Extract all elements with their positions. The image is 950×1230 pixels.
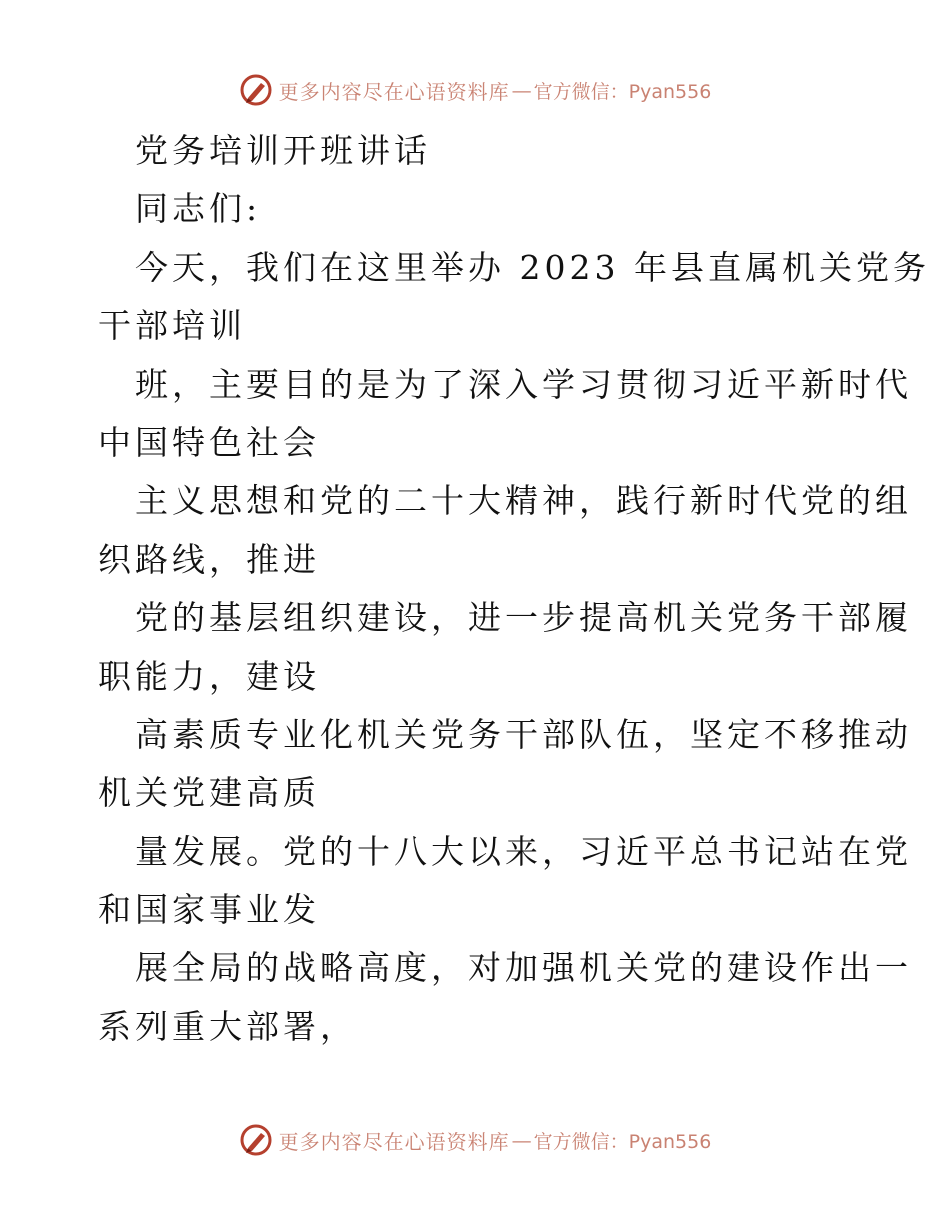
banner-wechat: 官方微信：Pyan556 [533, 80, 712, 103]
banner-separator: — [511, 1128, 532, 1152]
banner-wechat: 官方微信：Pyan556 [533, 1130, 712, 1153]
footer-banner [0, 1120, 950, 1160]
document-line: 织路线，推进 [98, 539, 320, 579]
document-line: 班，主要目的是为了深入学习贯彻习近平新时代 [135, 364, 912, 404]
document-title: 党务培训开班讲话 [135, 131, 431, 170]
document-line: 和国家事业发 [98, 890, 320, 930]
document-line: 展全局的战略高度，对加强机关党的建设作出一 [135, 948, 912, 988]
document-line: 党的基层组织建设，进一步提高机关党务干部履 [135, 598, 912, 638]
document-body [98, 122, 930, 1056]
document-line: 职能力，建设 [98, 656, 320, 696]
document-line: 主义思想和党的二十大精神，践行新时代党的组 [135, 481, 912, 521]
document-line: 干部培训 [98, 306, 246, 346]
document-line: 中国特色社会 [98, 422, 320, 462]
document-line: 机关党建高质 [98, 773, 320, 813]
document-line: 高素质专业化机关党务干部队伍，坚定不移推动 [135, 714, 912, 754]
document-line: 系列重大部署， [98, 1006, 357, 1046]
banner-separator: — [511, 78, 532, 102]
document-line: 同志们: [135, 189, 262, 229]
banner-text: 更多内容尽在心语资料库 [278, 1129, 510, 1154]
document-line: 今天，我们在这里举办 2023 年县直属机关党务 [135, 247, 930, 287]
document-line: 量发展。党的十八大以来，习近平总书记站在党 [135, 831, 912, 871]
pen-logo-icon [239, 73, 273, 107]
pen-logo-icon [239, 1123, 273, 1157]
banner-text: 更多内容尽在心语资料库 [278, 79, 510, 104]
header-banner [0, 70, 950, 110]
